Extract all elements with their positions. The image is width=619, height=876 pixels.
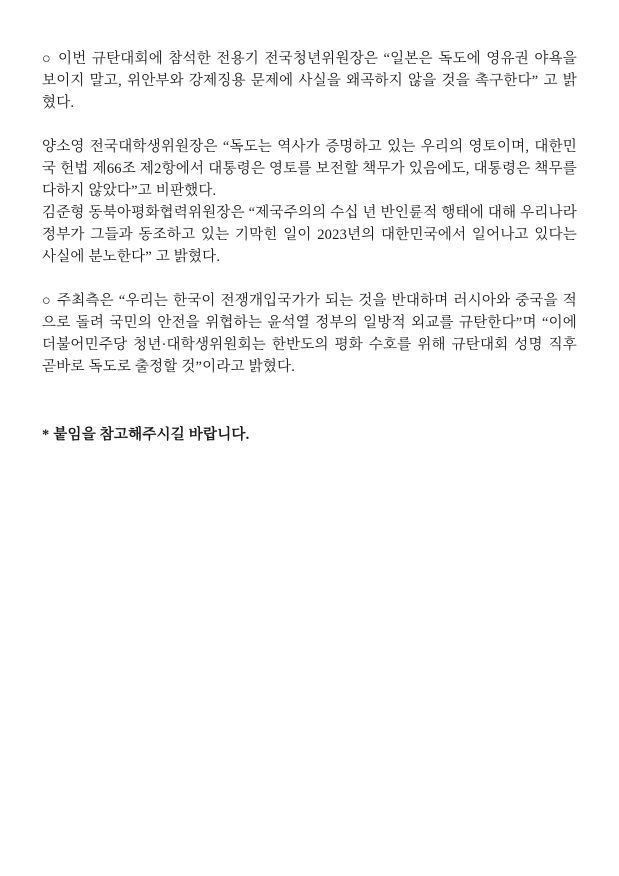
paragraph-statement-jeon-yonggi: ○ 이번 규탄대회에 참석한 전용기 전국청년위원장은 “일본은 독도에 영유권 야욕을 보이지 말고, 위안부와 강제징용 문제에 사실을 왜곡하지 않을 것을 촉구한다” 고 밝혔다. [42,51,577,111]
paragraph-statement-yang-soyoung: 양소영 전국대학생위원장은 “독도는 역사가 증명하고 있는 우리의 영토이며, 대한민국 헌법 제66조 제2항에서 대통령은 영토를 보전할 책무가 있음에도, 대통령은 책무를 다하지 않았다”고 비판했다. [42,139,577,199]
statement-block [42,136,577,268]
attachment-note: * 붙임을 참고해주시길 바랍니다. [42,427,250,443]
paragraph-statement-organizers: ○ 주최측은 “우리는 한국이 전쟁개입국가가 되는 것을 반대하며 러시아와 중국을 적으로 돌려 국민의 안전을 위협하는 윤석열 정부의 일방적 외교를 규탄한다”며 “이에 더불어민주당 청년·대학생위원회는 한반도의 평화 수호를 위해 규탄대회 성명 직후 곧바로 독도로 출정할 것”이라고 밝혔다. [42,293,577,375]
paragraph-statement-kim-junhyung: 김준형 동북아평화협력위원장은 “제국주의의 수십 년 반인륜적 행태에 대해 우리나라 정부가 그들과 동조하고 있는 기막힌 일이 2023년의 대한민국에서 일어나고 있다는 사실에 분노한다” 고 밝혔다. [42,205,577,265]
